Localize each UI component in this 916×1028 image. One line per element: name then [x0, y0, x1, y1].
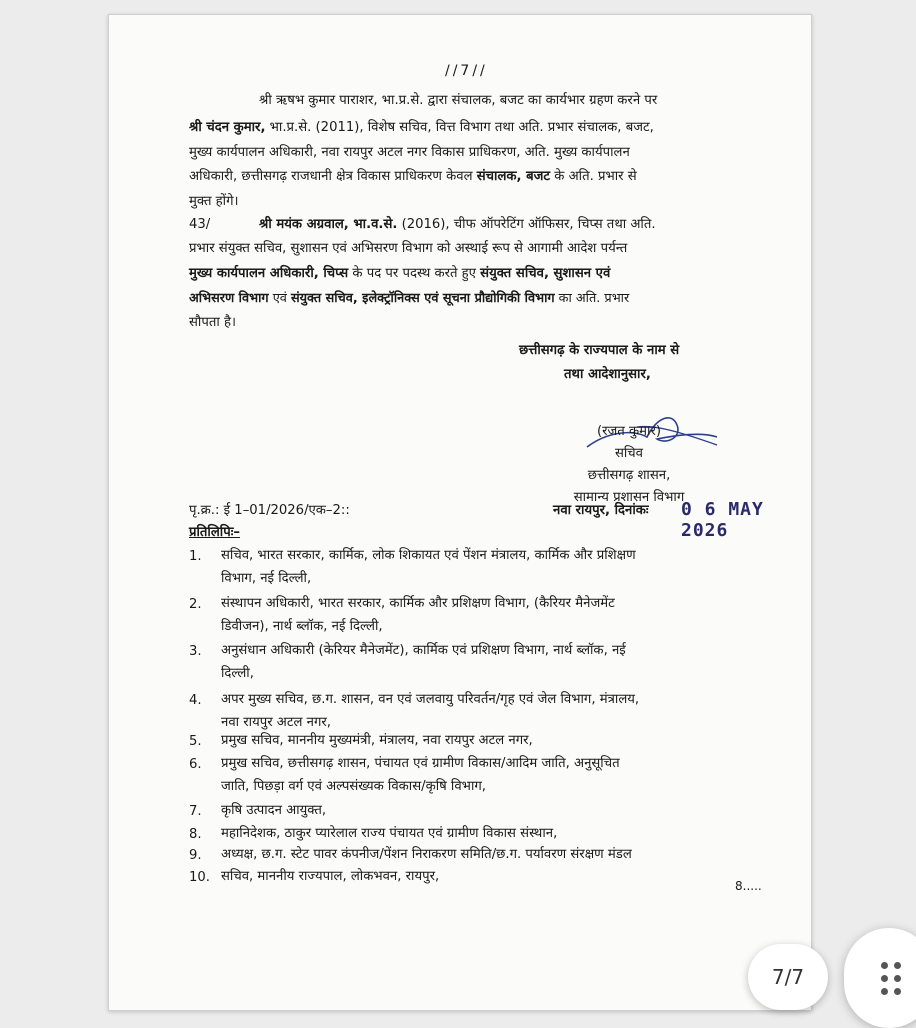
para1-line4: [189, 165, 637, 189]
signatory-department: सामान्य प्रशासन विभाग: [573, 490, 685, 505]
para2-line4: [189, 287, 629, 311]
dept-convergence: अभिसरण विभाग: [189, 291, 269, 306]
para2-line4-mid: एवं: [268, 291, 291, 306]
copy-item-text: जाति, पिछड़ा वर्ग एवं अल्पसंख्यक विकास/कृषि विभाग,: [221, 779, 486, 794]
document-page: [108, 14, 812, 1011]
page-indicator[interactable]: 7/7: [748, 944, 828, 1010]
copy-item-number: 8.: [189, 827, 202, 842]
place-date-label: नवा रायपुर, दिनांकः: [553, 503, 649, 518]
copy-heading: प्रतिलिपिः–: [189, 525, 240, 540]
grid-dots-icon: [881, 962, 905, 996]
copy-item-number: 4.: [189, 693, 202, 708]
para2-line1-rest: (2016), चीफ ऑपरेटिंग ऑफिसर, चिप्स तथा अति.: [397, 217, 656, 232]
para1-line4-b: के अति. प्रभार से: [550, 169, 637, 184]
copy-item-text: सचिव, भारत सरकार, कार्मिक, लोक शिकायत एवं पेंशन मंत्रालय, कार्मिक और प्रशिक्षण: [221, 548, 636, 563]
copy-item-number: 3.: [189, 644, 202, 659]
para1-line4-a: अधिकारी, छत्तीसगढ़ राजधानी क्षेत्र विकास प्राधिकरण केवल: [189, 169, 477, 184]
post-joint-secretary: संयुक्त सचिव, सुशासन एवं: [480, 266, 611, 281]
name-chandan-kumar: श्री चंदन कुमार,: [189, 120, 266, 135]
copy-item-number: 2.: [189, 597, 202, 612]
copy-item-text: अनुसंधान अधिकारी (केरियर मैनेजमेंट), कार्मिक एवं प्रशिक्षण विभाग, नार्थ ब्लॉक, नई: [221, 643, 626, 658]
post-ceo-chips: मुख्य कार्यपालन अधिकारी, चिप्स: [189, 266, 349, 281]
copy-item-text: सचिव, माननीय राज्यपाल, लोकभवन, रायपुर,: [221, 869, 440, 884]
copy-item-text: संस्थापन अधिकारी, भारत सरकार, कार्मिक और प्रशिक्षण विभाग, (कैरियर मैनेजमेंट: [221, 596, 615, 611]
para2-line2: प्रभार संयुक्त सचिव, सुशासन एवं अभिसरण विभाग को अस्थाई रूप से आगामी आदेश पर्यन्त: [189, 241, 628, 256]
copy-item-text: महानिदेशक, ठाकुर प्यारेलाल राज्य पंचायत एवं ग्रामीण विकास संस्थान,: [221, 826, 558, 841]
name-mayank-agrawal: श्री मयंक अग्रवाल, भा.व.से.: [259, 217, 398, 232]
post-budget-director: संचालक, बजट: [476, 169, 551, 184]
copy-item-number: 10.: [189, 870, 210, 885]
copy-item-text: कृषि उत्पादन आयुक्त,: [221, 803, 327, 818]
copy-item-number: 5.: [189, 734, 202, 749]
reference-number: पृ.क्र.: ई 1–01/2026/एक–2::: [189, 503, 350, 518]
copy-item-number: 7.: [189, 804, 202, 819]
copy-item-text: डिवीजन), नार्थ ब्लॉक, नई दिल्ली,: [221, 619, 383, 634]
para1-line2-rest: भा.प्र.से. (2011), विशेष सचिव, वित्त विभाग तथा अति. प्रभार संचालक, बजट,: [265, 120, 654, 135]
para1-line3: मुख्य कार्यपालन अधिकारी, नवा रायपुर अटल नगर विकास प्राधिकरण, अति. मुख्य कार्यपालन: [189, 145, 630, 160]
para2-line1: [259, 213, 656, 237]
page-number-marker: //7//: [445, 63, 488, 79]
para2-number: 43/: [189, 217, 211, 232]
copy-item-text: नवा रायपुर अटल नगर,: [221, 715, 331, 730]
copy-item-number: 9.: [189, 848, 202, 863]
para1-line2: [189, 116, 654, 140]
dept-electronics-it: संयुक्त सचिव, इलेक्ट्रॉनिक्स एवं सूचना प्रौद्योगिकी विभाग: [290, 291, 555, 306]
para1-line5: मुक्त होंगे।: [189, 194, 239, 209]
para2-line5: सौपता है।: [189, 315, 236, 330]
continuation-marker: 8.....: [735, 879, 762, 893]
copy-item-number: 6.: [189, 757, 202, 772]
copy-item-text: प्रमुख सचिव, छत्तीसगढ़ शासन, पंचायत एवं ग्रामीण विकास/आदिम जाति, अनुसूचित: [221, 756, 620, 771]
copy-item-number: 1.: [189, 549, 202, 564]
signatory-government: छत्तीसगढ़ शासन,: [587, 468, 671, 483]
copy-item-text: अपर मुख्य सचिव, छ.ग. शासन, वन एवं जलवायु परिवर्तन/गृह एवं जेल विभाग, मंत्रालय,: [221, 692, 640, 707]
copy-item-text: प्रमुख सचिव, माननीय मुख्यमंत्री, मंत्रालय, नवा रायपुर अटल नगर,: [221, 733, 533, 748]
order-by-line2: तथा आदेशानुसार,: [564, 367, 651, 382]
copy-item-text: अध्यक्ष, छ.ग. स्टेट पावर कंपनीज/पेंशन निराकरण समिति/छ.ग. पर्यावरण संरक्षण मंडल: [221, 847, 632, 862]
para1-line1: श्री ऋषभ कुमार पाराशर, भा.प्र.से. द्वारा संचालक, बजट का कार्यभार ग्रहण करने पर: [259, 93, 658, 108]
order-by-line1: छत्तीसगढ़ के राज्यपाल के नाम से: [519, 343, 680, 358]
para2-line4-rest: का अति. प्रभार: [554, 291, 630, 306]
date-stamp: 0 6 MAY 2026: [681, 499, 764, 541]
copy-item-text: दिल्ली,: [221, 666, 254, 681]
signatory-name: (रजत कुमार): [596, 424, 661, 439]
copy-item-text: विभाग, नई दिल्ली,: [221, 571, 312, 586]
para2-line3-mid: के पद पर पदस्थ करते हुए: [348, 266, 481, 281]
para2-line3: [189, 262, 610, 286]
signatory-designation: सचिव: [614, 446, 644, 461]
menu-button[interactable]: [844, 928, 916, 1028]
